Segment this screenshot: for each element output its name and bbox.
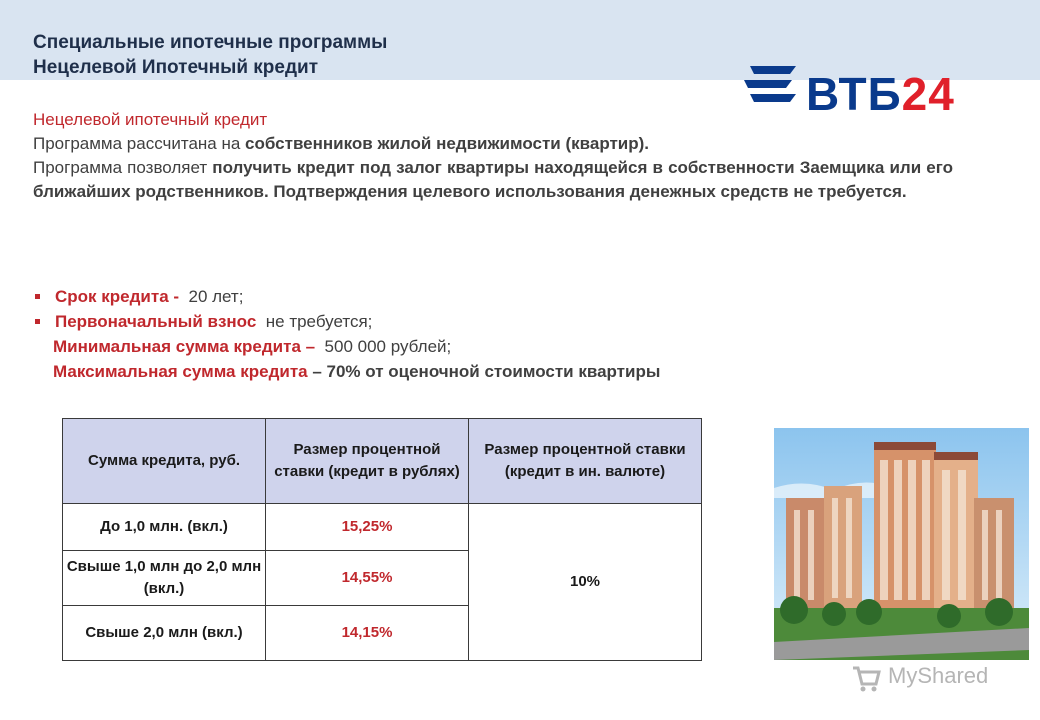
term-value: 20 лет;: [188, 287, 244, 306]
logo-24: 24: [901, 68, 955, 120]
down-payment-value: не требуется;: [265, 312, 373, 331]
myshared-watermark: [850, 660, 1010, 696]
min-amount-label: Минимальная сумма кредита –: [53, 337, 316, 356]
slide-title: [33, 30, 387, 80]
amount-cell: Свыше 2,0 млн (вкл.): [63, 606, 266, 661]
details-prefix: Программа позволяет: [33, 158, 213, 177]
max-amount-label: Максимальная сумма кредита: [53, 362, 308, 381]
rub-rate-cell: 14,55%: [266, 551, 469, 606]
logo-vtb: ВТБ: [806, 68, 902, 120]
title-line-1: Специальные ипотечные программы: [33, 32, 388, 53]
min-amount-value: 500 000 рублей;: [324, 337, 452, 356]
bullet-icon: [35, 319, 40, 324]
bullet-icon: [35, 294, 40, 299]
rub-rate-cell: 15,25%: [266, 504, 469, 551]
max-amount-value: – 70% от оценочной стоимости квартиры: [312, 362, 661, 381]
header-amount: Сумма кредита, руб.: [63, 419, 266, 504]
down-payment-label: Первоначальный взнос: [55, 312, 257, 331]
watermark-text: MyShared: [888, 663, 989, 688]
condition-max-amount: [33, 359, 933, 384]
audience-bold: собственников жилой недвижимости (квартир).: [245, 134, 650, 153]
details-bold: получить кредит под залог квартиры находящейся в собственности Заемщика или его ближайших родственников. Подтверждения целевого использования денежных средств не требуется.: [33, 158, 953, 201]
term-label: Срок кредита -: [55, 287, 180, 306]
title-line-2: Нецелевой Ипотечный кредит: [33, 57, 318, 78]
header-fx-rate: Размер процентной ставки (кредит в ин. валюте): [469, 419, 702, 504]
program-title: Нецелевой ипотечный кредит: [33, 110, 268, 129]
header-rub-rate: Размер процентной ставки (кредит в рублях): [266, 419, 469, 504]
fx-rate-cell: 10%: [469, 504, 702, 661]
amount-cell: Свыше 1,0 млн до 2,0 млн (вкл.): [63, 551, 266, 606]
buildings-illustration: [774, 428, 1029, 660]
audience-prefix: Программа рассчитана на: [33, 134, 246, 153]
program-details: [33, 156, 953, 204]
condition-term: [33, 284, 933, 309]
rub-rate-cell: 14,15%: [266, 606, 469, 661]
condition-down-payment: [33, 309, 933, 334]
conditions-list: [33, 284, 933, 384]
rates-table: [62, 418, 702, 661]
condition-min-amount: [33, 334, 933, 359]
cart-icon: [850, 662, 882, 694]
apartment-buildings-photo: [774, 428, 1029, 660]
program-description: [33, 108, 953, 204]
amount-cell: До 1,0 млн. (вкл.): [63, 504, 266, 551]
program-audience: [33, 132, 953, 156]
table-header-row: [63, 419, 702, 504]
table-row: [63, 504, 702, 551]
